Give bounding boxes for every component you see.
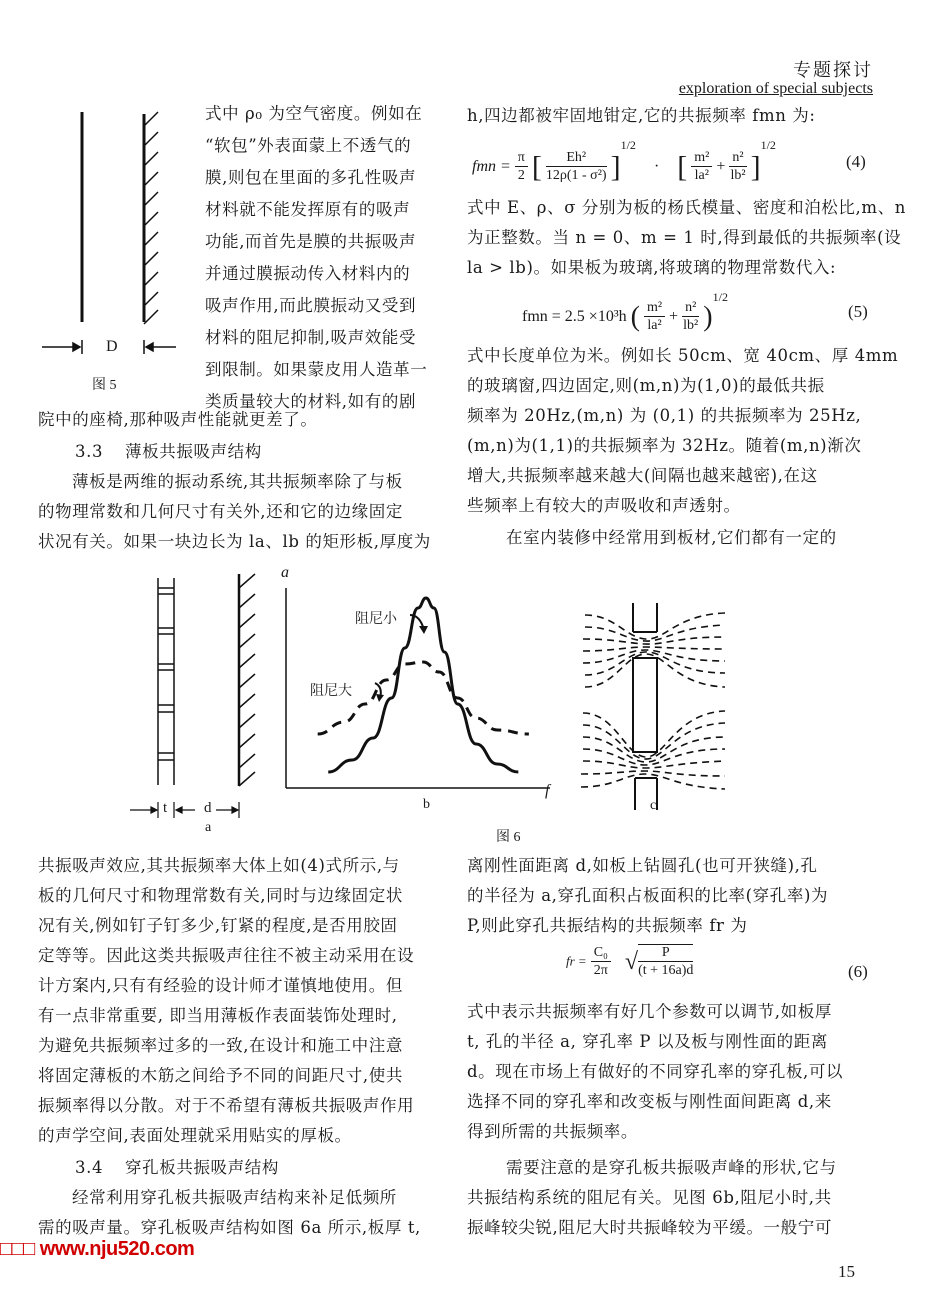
text-line: 离刚性面距离 d,如板上钻圆孔(也可开狭缝),孔 (467, 856, 818, 875)
eq4-two: 2 (517, 167, 525, 183)
eq4-lhs: fmn = (472, 158, 511, 175)
text-line: 些频率上有较大的声吸收和声透射。 (467, 496, 741, 515)
text-line: 薄板是两维的振动系统,其共振频率除了与板 (72, 472, 403, 491)
figure-5-caption: 图 5 (92, 378, 117, 393)
eq6-lhs: fr = (566, 953, 587, 969)
figure-5-dimension-label: D (106, 338, 118, 355)
text-line: 为正整数。当 n = 0、m = 1 时,得到最低的共振频率(设 (467, 228, 902, 247)
eq4-exp2: 1/2 (760, 138, 776, 152)
text-line: 院中的座椅,那种吸声性能就更差了。 (38, 410, 318, 429)
text-line: d。现在市场上有做好的不同穿孔率的穿孔板,可以 (467, 1062, 844, 1081)
eq6-frac-num: C₀ (591, 945, 611, 962)
text-line: 将固定薄板的木筋之间给予不同的间距尺寸,使共 (38, 1066, 403, 1085)
text-line: 为避免共振频率过多的一致,在设计和施工中注意 (38, 1036, 403, 1055)
eq4-pi: π (515, 150, 528, 167)
text-line: 式中 E、ρ、σ 分别为板的杨氏模量、密度和泊松比,m、n (467, 198, 906, 217)
equation-5: fmn = 2.5 ×10³h ( $\frac{\text{m²}}{\text{la²}}$ + $\frac{\text{n²}}{\text{lb²}}$ )$^{1/2}$ (522, 290, 728, 333)
text-line: 板的几何尺寸和物理常数有关,同时与边缘固定状 (38, 886, 403, 905)
eq5-frac2-den: la² (647, 317, 662, 333)
text-line: 况有关,例如钉子钉多少,钉紧的程度,是否用胶固 (38, 916, 398, 935)
eq5-lhs: fmn = 2.5 ×10³h (522, 308, 627, 325)
chart-annotation-low-damping: 阻尼小 (355, 611, 397, 627)
eq4-frac1-den: 12ρ(1 - σ²) (545, 167, 607, 183)
text-line: 式中表示共振频率有好几个参数可以调节,如板厚 (467, 1002, 832, 1021)
text-line: 定等等。因此这类共振吸声往往不被主动采用在设 (38, 946, 415, 965)
wall-hatching (239, 574, 255, 786)
chart-annotation-high-damping: 阻尼大 (310, 683, 352, 699)
text-line: 式中长度单位为米。例如长 50cm、宽 40cm、厚 4mm (467, 346, 899, 365)
text-line: 的玻璃窗,四边固定,则(m,n)为(1,0)的最低共振 (467, 376, 825, 395)
section-title: 薄板共振吸声结构 (125, 442, 262, 461)
text-line: 膜,则包在里面的多孔性吸声 (205, 168, 417, 187)
eq4-exp1: 1/2 (620, 138, 636, 152)
text-line: 式中 ρ₀ 为空气密度。例如在 (205, 104, 423, 123)
text-line: 振峰较尖锐,阻尼大时共振峰较为平缓。一般宁可 (467, 1218, 832, 1237)
equation-5-number: (5) (848, 302, 868, 321)
annotation-arrowhead-high (376, 694, 384, 702)
text-line: “软包”外表面蒙上不透气的 (205, 136, 412, 155)
eq5-exp: 1/2 (712, 290, 728, 304)
figure-5 (30, 100, 170, 400)
text-line: P,则此穿孔共振结构的共振频率 fr 为 (467, 916, 748, 935)
text-line: 的物理常数和几何尺寸有关外,还和它的边缘固定 (38, 502, 403, 521)
eq5-plus: + (669, 308, 679, 325)
text-line: 的半径为 a,穿孔面积占板面积的比率(穿孔率)为 (467, 886, 829, 905)
chart-x-axis-label: f (545, 782, 550, 799)
equation-6-number: (6) (848, 962, 868, 981)
text-line: 增大,共振频率越来越大(间隔也越来越密),在这 (467, 466, 818, 485)
section-number: 3.3 (75, 442, 104, 461)
text-line: 吸声作用,而此膜振动又受到 (205, 296, 417, 315)
text-line: 得到所需的共振频率。 (467, 1122, 638, 1141)
text-line: 材料的阻尼抑制,吸声效能受 (205, 328, 417, 347)
equation-4-number: (4) (846, 152, 866, 171)
text-line: 有一点非常重要, 即当用薄板作表面装饰处理时, (38, 1006, 398, 1025)
section-3-4-heading (75, 1156, 279, 1180)
eq4-dot: · (653, 158, 660, 175)
eq4-frac3-num: n² (729, 150, 746, 167)
flow-lines-upper (583, 613, 725, 687)
eq6-frac-den: 2π (593, 962, 608, 978)
eq6-sqrt-num: P (638, 945, 693, 962)
eq4-frac3-den: lb² (730, 167, 746, 183)
page-number: 15 (838, 1262, 855, 1281)
section-number: 3.4 (75, 1158, 104, 1177)
section-header-cn: 专题探讨 (793, 60, 873, 81)
equation-6: fr = $\frac{\text{C₀}}{2\pi}$ √ $\frac{P}{(t + 16a)d}$ (566, 944, 694, 978)
figure-6a-label-t: t (163, 800, 168, 816)
eq5-frac3-den: lb² (683, 317, 699, 333)
eq5-frac3-num: n² (682, 300, 699, 317)
wall-hatching (144, 112, 158, 324)
plate-segment-middle (633, 658, 657, 752)
plate-segment-top (633, 603, 657, 632)
eq5-frac2-num: m² (644, 300, 665, 317)
text-line: 材料就不能发挥原有的吸声 (205, 200, 411, 219)
text-line: 的声学空间,表面处理就采用贴实的厚板。 (38, 1126, 352, 1145)
figure-6c-sublabel: c (650, 798, 657, 813)
text-line: 振频率得以分散。对于不希望有薄板共振吸声作用 (38, 1096, 415, 1115)
watermark-link[interactable]: □□□ www.nju520.com (0, 1238, 195, 1260)
text-line: h,四边都被牢固地钳定,它的共振频率 fmn 为: (467, 106, 816, 125)
text-line: la > lb)。如果板为玻璃,将玻璃的物理常数代入: (467, 258, 837, 277)
eq6-sqrt-den: (t + 16a)d (638, 963, 694, 978)
equation-4: fmn = $\frac{\pi}{2}$ [ $\frac{\text{Eh²}}{\text{12ρ(1 - σ²)}}$ ]$^{1/2}$ · [ $\frac{\text{m²}}{\text{la²}}$ + $\frac{\text{n²}}{\text{lb²}}$ ]$^{1/2}$ (472, 138, 776, 184)
text-line: 到限制。如果蒙皮用人造革一 (205, 360, 428, 379)
text-line: 状况有关。如果一块边长为 la、lb 的矩形板,厚度为 (38, 532, 431, 551)
text-line: 计方案内,只有有经验的设计师才谨慎地使用。但 (38, 976, 403, 995)
figure-6a-sublabel: a (205, 820, 212, 835)
section-3-3-heading (75, 440, 262, 464)
text-line: 选择不同的穿孔率和改变板与刚性面间距离 d,来 (467, 1092, 832, 1111)
text-line: 共振吸声效应,其共振频率大体上如(4)式所示,与 (38, 856, 400, 875)
text-line: 在室内装修中经常用到板材,它们都有一定的 (506, 528, 837, 547)
text-line: 频率为 20Hz,(m,n) 为 (0,1) 的共振频率为 25Hz, (467, 406, 862, 425)
eq4-frac2-den: la² (694, 167, 709, 183)
text-line: 需要注意的是穿孔板共振吸声峰的形状,它与 (506, 1158, 837, 1177)
text-line: 共振结构系统的阻尼有关。见图 6b,阻尼小时,共 (467, 1188, 832, 1207)
text-line: 并通过膜振动传入材料内的 (205, 264, 411, 283)
text-line: 功能,而首先是膜的共振吸声 (205, 232, 417, 251)
dimension-arrows (130, 802, 239, 818)
figure-6b-sublabel: b (423, 797, 430, 812)
section-header-en: exploration of special subjects (678, 80, 873, 97)
eq4-frac2-num: m² (691, 150, 712, 167)
eq4-plus: + (716, 158, 726, 175)
chart-y-axis-label: a (281, 564, 289, 581)
figure-6a-label-d: d (204, 800, 212, 816)
text-line: 经常利用穿孔板共振吸声结构来补足低频所 (72, 1188, 397, 1207)
text-line: 类质量较大的材料,如有的剧 (205, 392, 417, 411)
figure-6-caption: 图 6 (496, 830, 521, 845)
section-title: 穿孔板共振吸声结构 (125, 1158, 279, 1177)
text-line: (m,n)为(1,1)的共振频率为 32Hz。随着(m,n)渐次 (467, 436, 862, 455)
figure-6c (575, 595, 735, 795)
annotation-arrowhead-low (419, 626, 428, 634)
text-line: t, 孔的半径 a, 穿孔率 P 以及板与刚性面的距离 (467, 1032, 828, 1051)
eq4-frac1-num: Eh² (546, 150, 607, 167)
plate-holes (158, 588, 174, 760)
text-line: 需的吸声量。穿孔板吸声结构如图 6a 所示,板厚 t, (38, 1218, 421, 1237)
